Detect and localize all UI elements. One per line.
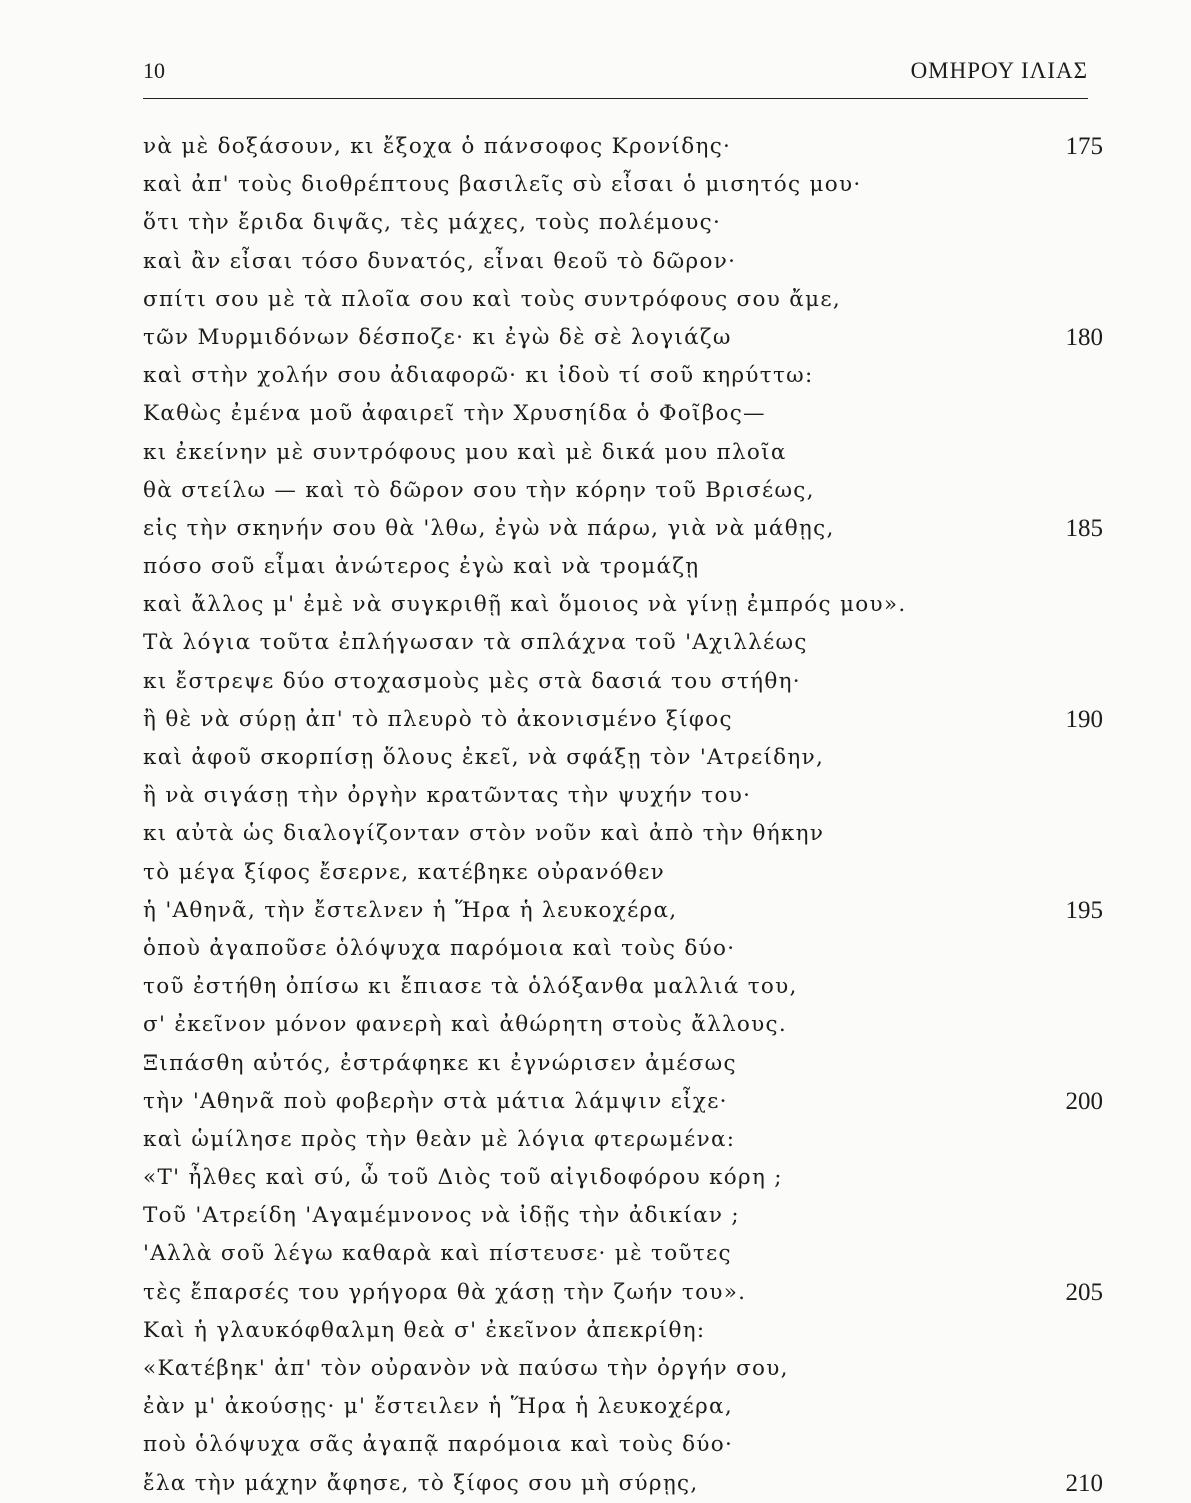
verse-text: Καθὼς ἐμένα μοῦ ἀφαιρεῖ τὴν Χρυσηίδα ὁ Φοῖβος— [143,401,766,427]
verse-line [143,472,1103,510]
verse-line [143,395,1103,433]
verse-line [143,1083,1103,1121]
page-header [143,58,1088,98]
verse-text: 'Αλλὰ σοῦ λέγω καθαρὰ καὶ πίστευσε· μὲ τοῦτες [143,1241,732,1267]
verse-line [143,1197,1103,1235]
verse-line [143,739,1103,777]
verse-text: κι αὐτὰ ὡς διαλογίζονταν στὸν νοῦν καὶ ἀπὸ τὴν θήκην [143,821,825,847]
verse-line [143,1312,1103,1350]
line-number: 195 [1065,896,1103,924]
verse-text: καὶ ἂν εἶσαι τόσο δυνατός, εἶναι θεοῦ τὸ δῶρον· [143,248,737,274]
line-number: 210 [1065,1469,1103,1497]
verse-line [143,663,1103,701]
verse-text: ποὺ ὁλόψυχα σᾶς ἀγαπᾷ παρόμοια καὶ τοὺς δύο· [143,1432,734,1458]
verse-line [143,854,1103,892]
verse-text: νὰ μὲ δοξάσουν, κι ἔξοχα ὁ πάνσοφος Κρονίδης· [143,134,732,159]
verse-text: τὴν 'Αθηνᾶ ποὺ φοβερὴν στὰ μάτια λάμψιν εἶχε· [143,1088,728,1114]
verse-line [143,510,1103,548]
verse-line [143,777,1103,815]
verse-line [143,357,1103,395]
verse-line [143,166,1103,204]
line-number: 190 [1065,705,1103,733]
verse-text: Ξιπάσθη αὐτός, ἐστράφηκε κι ἐγνώρισεν ἀμέσως [143,1050,737,1076]
verse-text: «Τ' ἦλθες καὶ σύ, ὦ τοῦ Διὸς τοῦ αἰγιδοφόρου κόρη ; [143,1165,783,1191]
verse-line [143,1045,1103,1083]
verse-text: ἔλα τὴν μάχην ἄφησε, τὸ ξίφος σου μὴ σύρῃς, [143,1470,699,1496]
verse-text: τοῦ ἐστήθη ὀπίσω κι ἔπιασε τὰ ὁλόξανθα μαλλιά του, [143,974,798,1000]
verse-text: ἢ θὲ νὰ σύρῃ ἀπ' τὸ πλευρὸ τὸ ἀκονισμένο ξίφος [143,706,733,732]
verse-text: ἢ νὰ σιγάσῃ τὴν ὀργὴν κρατῶντας τὴν ψυχήν του· [143,783,752,809]
verse-line [143,815,1103,853]
verse-line [143,1159,1103,1197]
verse-line [143,319,1103,357]
verse-line [143,1121,1103,1159]
verse-text: σ' ἐκεῖνον μόνον φανερὴ καὶ ἀθώρητη στοὺς ἄλλους. [143,1012,788,1038]
verse-line [143,701,1103,739]
page-number: 10 [143,58,165,83]
running-title: ΟΜΗΡΟΥ ΙΛΙΑΣ [910,58,1088,83]
verse-text: θὰ στείλω — καὶ τὸ δῶρον σου τὴν κόρην τοῦ Βρισέως, [143,477,815,503]
verse-line [143,128,1103,166]
verse-text: τὸ μέγα ξίφος ἔσερνε, κατέβηκε οὐρανόθεν [143,859,666,885]
verse-text: σπίτι σου μὲ τὰ πλοῖα σου καὶ τοὺς συντρόφους σου ἄμε, [143,286,841,312]
verse-line [143,586,1103,624]
verse-text: ἡ 'Αθηνᾶ, τὴν ἔστελνεν ἡ Ἥρα ἡ λευκοχέρα, [143,897,678,923]
verse-text: κι ἐκείνην μὲ συντρόφους μου καὶ μὲ δικά μου πλοῖα [143,439,787,465]
verse-line [143,1006,1103,1044]
verse-line [143,243,1103,281]
verse-text: Τοῦ 'Ατρείδη 'Αγαμέμνονος νὰ ἰδῇς τὴν ἀδικίαν ; [143,1203,740,1229]
verse-body [143,128,1103,1503]
verse-line [143,548,1103,586]
verse-line [143,1426,1103,1464]
verse-line [143,930,1103,968]
verse-text: καὶ ἀπ' τοὺς διοθρέπτους βασιλεῖς σὺ εἶσαι ὁ μισητός μου· [143,172,862,198]
verse-line [143,624,1103,662]
verse-text: πόσο σοῦ εἶμαι ἀνώτερος ἐγὼ καὶ νὰ τρομάζῃ [143,554,700,580]
line-number: 180 [1065,323,1103,351]
verse-text: ὁποὺ ἀγαποῦσε ὁλόψυχα παρόμοια καὶ τοὺς δύο· [143,935,736,961]
verse-text: «Κατέβηκ' ἀπ' τὸν οὐρανὸν νὰ παύσω τὴν ὀργήν σου, [143,1356,789,1381]
verse-text: καὶ ἀφοῦ σκορπίσῃ ὅλους ἐκεῖ, νὰ σφάξῃ τὸν 'Ατρείδην, [143,745,825,770]
verse-text: Καὶ ἡ γλαυκόφθαλμη θεὰ σ' ἐκεῖνον ἀπεκρίθη: [143,1317,706,1343]
verse-text: τὲς ἔπαρσές του γρήγορα θὰ χάσῃ τὴν ζωήν του». [143,1279,747,1305]
verse-text: καὶ ὡμίλησε πρὸς τὴν θεὰν μὲ λόγια φτερωμένα: [143,1126,736,1152]
verse-line [143,1350,1103,1388]
header-rule [143,98,1088,99]
verse-line [143,1465,1103,1503]
verse-line [143,1235,1103,1273]
verse-text: ἐὰν μ' ἀκούσῃς· μ' ἔστειλεν ἡ Ἥρα ἡ λευκοχέρα, [143,1394,734,1420]
verse-line [143,1388,1103,1426]
verse-text: εἰς τὴν σκηνήν σου θὰ 'λθω, ἐγὼ νὰ πάρω, γιὰ νὰ μάθῃς, [143,515,835,541]
verse-line [143,968,1103,1006]
verse-line [143,281,1103,319]
line-number: 185 [1065,514,1103,542]
verse-text: κι ἔστρεψε δύο στοχασμοὺς μὲς στὰ δασιά του στήθη· [143,668,801,694]
verse-line [143,204,1103,242]
verse-line [143,1274,1103,1312]
verse-text: καὶ στὴν χολήν σου ἀδιαφορῶ· κι ἰδοὺ τί σοῦ κηρύττω: [143,363,814,389]
line-number: 175 [1065,133,1103,160]
verse-text: Τὰ λόγια τοῦτα ἐπλήγωσαν τὰ σπλάχνα τοῦ 'Αχιλλέως [143,630,808,656]
verse-text: καὶ ἄλλος μ' ἐμὲ νὰ συγκριθῇ καὶ ὅμοιος νὰ γίνῃ ἐμπρός μου». [143,592,907,618]
line-number: 200 [1065,1087,1103,1115]
verse-line [143,892,1103,930]
verse-line [143,434,1103,472]
verse-text: τῶν Μυρμιδόνων δέσποζε· κι ἐγὼ δὲ σὲ λογιάζω [143,324,732,350]
line-number: 205 [1065,1278,1103,1306]
verse-text: ὅτι τὴν ἔριδα διψᾶς, τὲς μάχες, τοὺς πολέμους· [143,210,722,236]
